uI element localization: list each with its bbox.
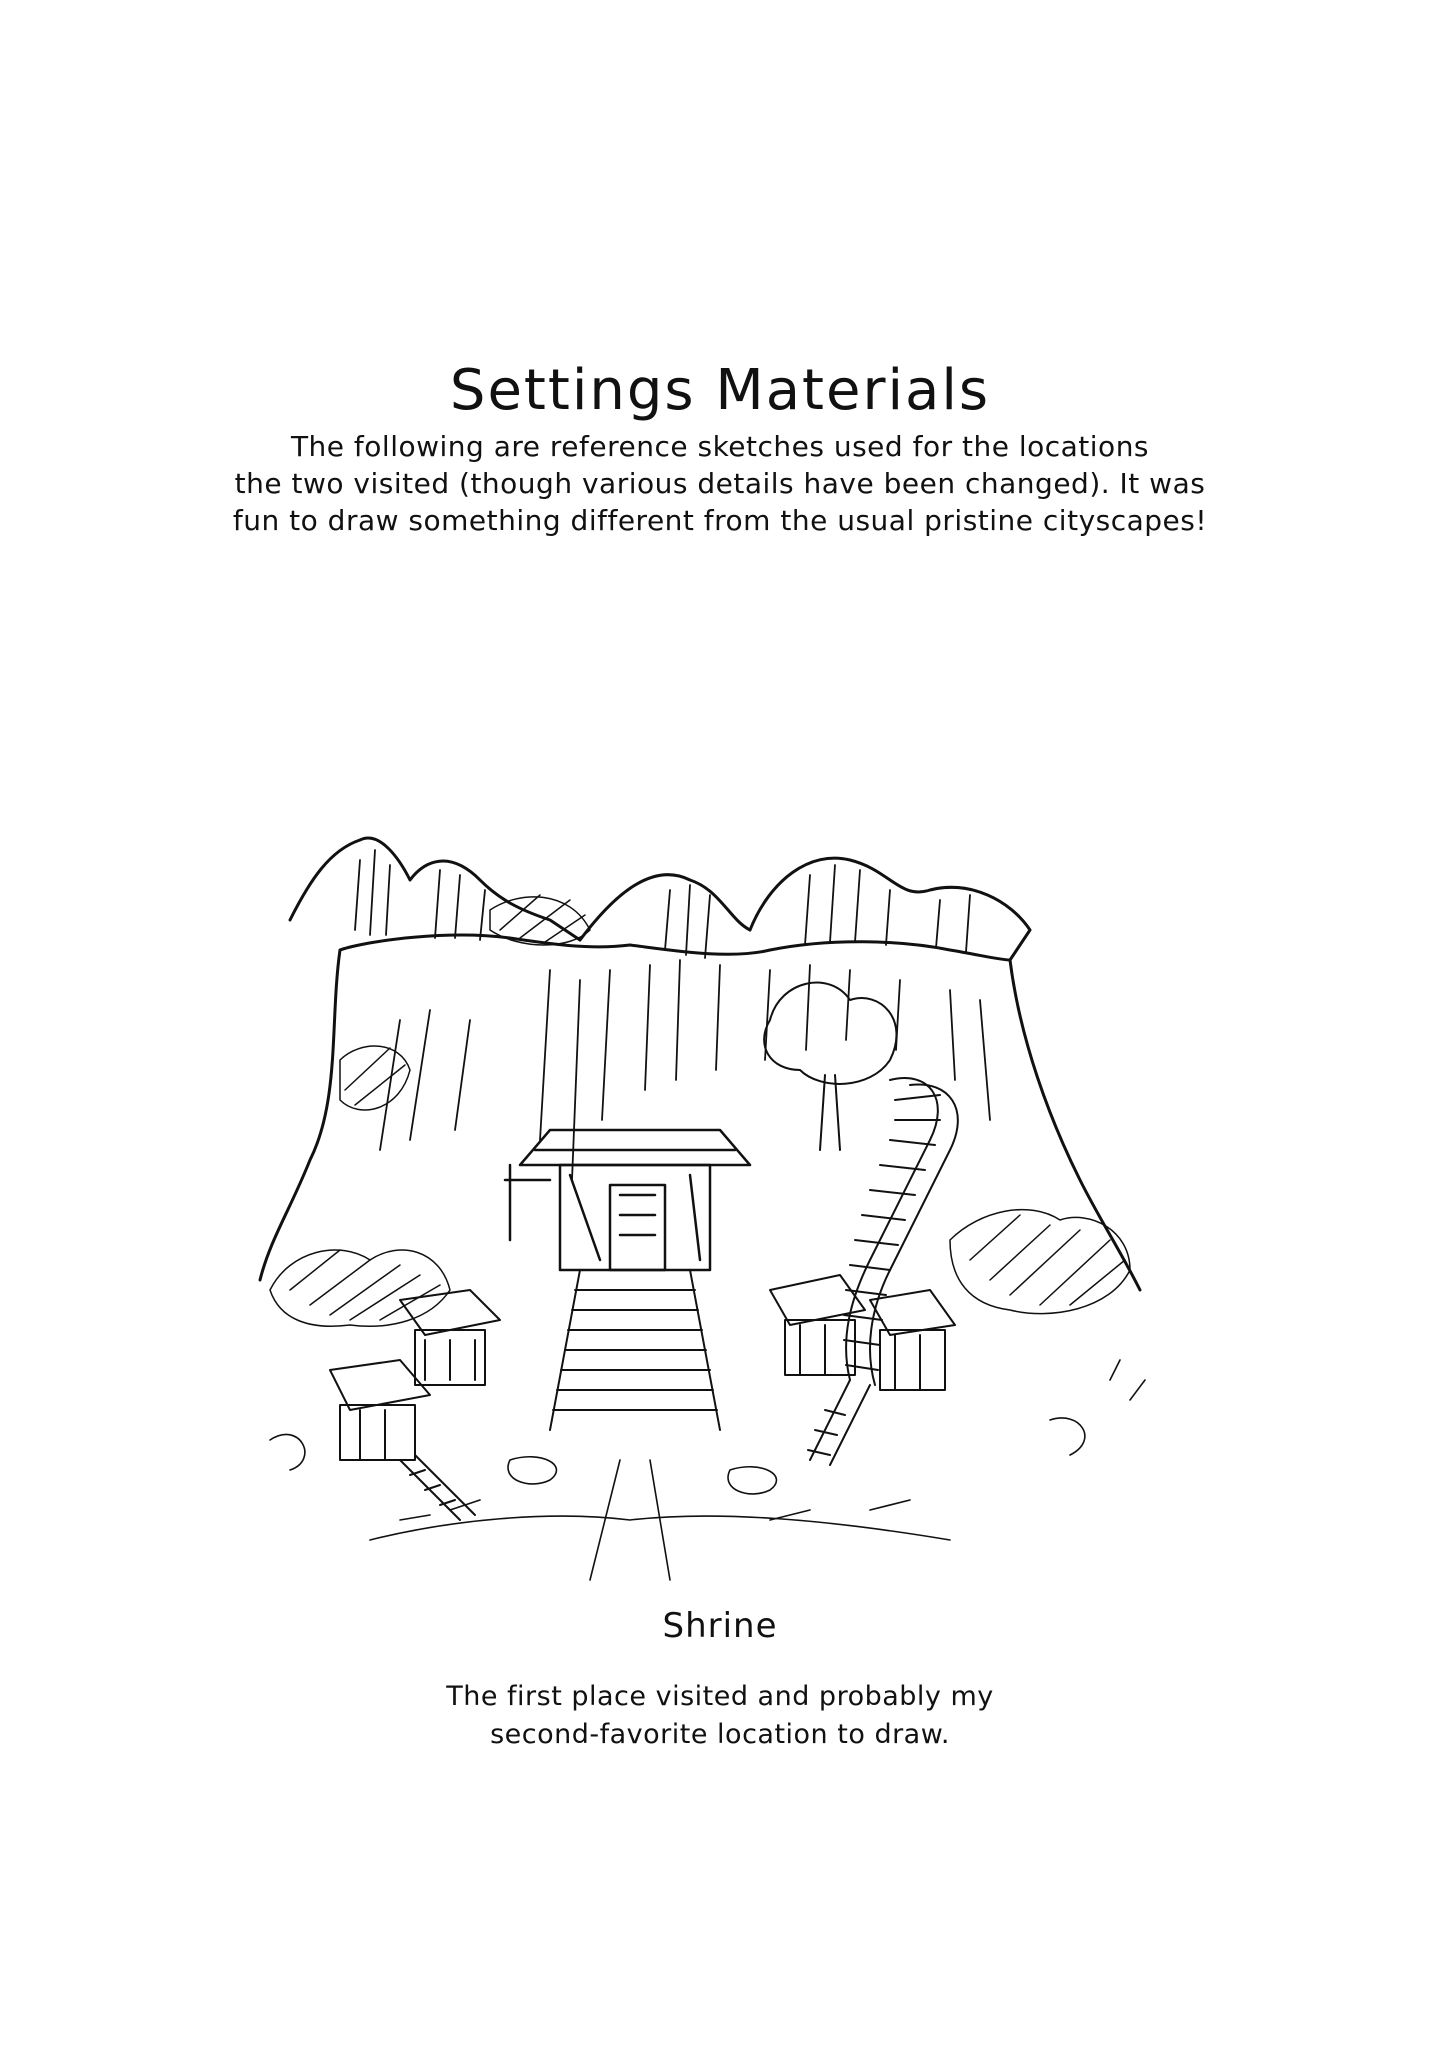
caption-line-1: The first place visited and probably my — [446, 1681, 994, 1712]
ground-texture — [270, 1360, 1145, 1580]
tree — [764, 983, 896, 1150]
caption-text — [0, 1678, 1440, 1754]
cliff-outline — [260, 838, 1140, 1290]
central-staircase — [550, 1270, 720, 1430]
caption-line-2: second-favorite location to draw. — [490, 1719, 950, 1750]
main-shrine — [505, 1130, 750, 1270]
intro-line-2: the two visited (though various details have been changed). It was — [234, 467, 1206, 500]
right-huts — [770, 1275, 955, 1465]
intro-line-3: fun to draw something different from the usual pristine cityscapes! — [232, 504, 1208, 537]
page-title: Settings Materials — [449, 357, 991, 423]
shrine-sketch-illustration — [250, 820, 1230, 1600]
caption-title: Shrine — [662, 1606, 778, 1646]
intro-line-1: The following are reference sketches used for the locations — [290, 430, 1150, 463]
right-staircase — [844, 1078, 958, 1385]
left-huts — [330, 1290, 500, 1520]
intro-paragraph — [0, 428, 1440, 539]
